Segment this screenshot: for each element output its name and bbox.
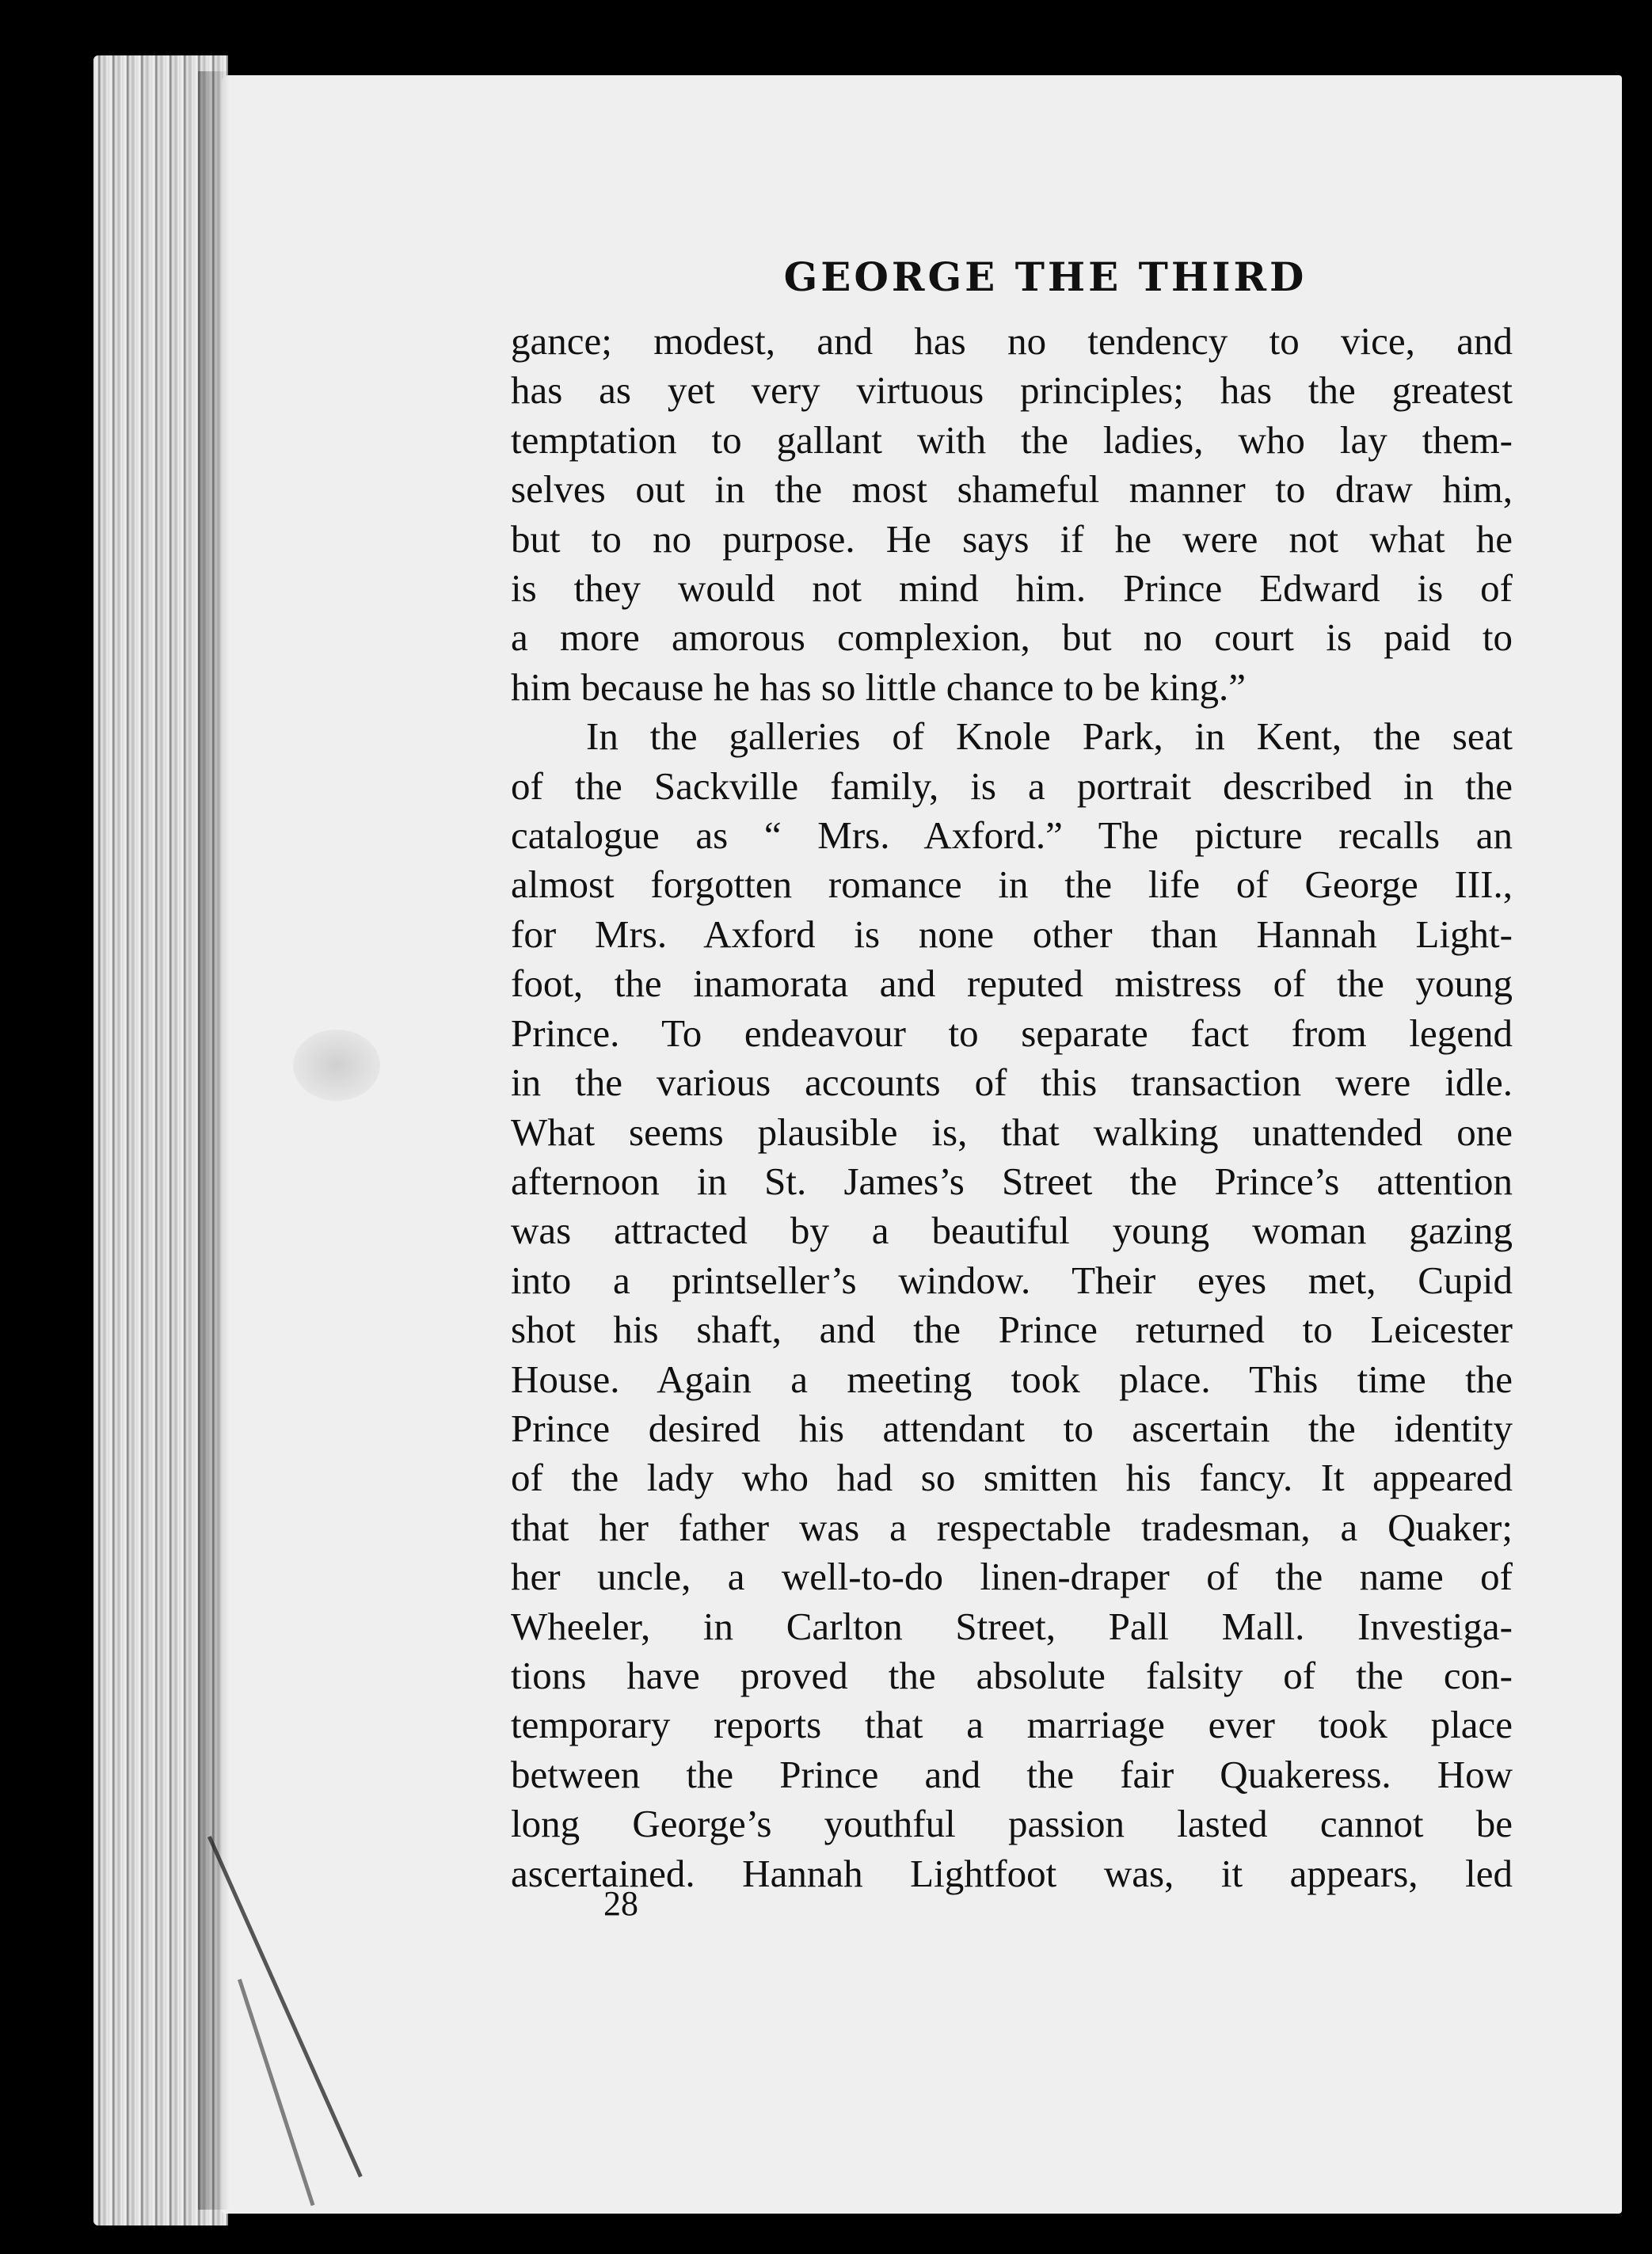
text-line-paragraph-start: In the galleries of Knole Park, in Kent, the seat — [586, 714, 1513, 759]
text-line: selves out in the most shameful manner to draw him, — [511, 467, 1513, 512]
text-line: of the lady who had so smitten his fancy. It appeared — [511, 1456, 1513, 1500]
text-line: but to no purpose. He says if he were not what he — [511, 516, 1513, 561]
text-line: is they would not mind him. Prince Edward is of — [511, 566, 1513, 611]
text-line: long George’s youthful passion lasted cannot be — [511, 1802, 1513, 1846]
text-line: in the various accounts of this transaction were idle. — [511, 1060, 1513, 1105]
text-line: temptation to gallant with the ladies, who lay them- — [511, 417, 1513, 462]
page-number: 28 — [603, 1884, 638, 1923]
body-text — [511, 317, 1513, 1898]
text-line: her uncle, a well-to-do linen-draper of the name of — [511, 1555, 1513, 1599]
text-line: Wheeler, in Carlton Street, Pall Mall. Investiga- — [511, 1604, 1513, 1648]
page-smudge — [293, 1030, 380, 1101]
text-line: tions have proved the absolute falsity of the con- — [511, 1653, 1513, 1697]
text-line: House. Again a meeting took place. This time the — [511, 1357, 1513, 1401]
text-line: has as yet very virtuous principles; has the greatest — [511, 368, 1513, 413]
text-line: almost forgotten romance in the life of George III., — [511, 862, 1513, 907]
text-line: into a printseller’s window. Their eyes met, Cupid — [511, 1258, 1513, 1302]
scan-speck — [580, 119, 584, 123]
text-line: Prince desired his attendant to ascertain the identity — [511, 1406, 1513, 1450]
text-line: temporary reports that a marriage ever took place — [511, 1703, 1513, 1747]
gutter-shadow — [198, 71, 230, 2210]
text-line: that her father was a respectable tradesman, a Quaker; — [511, 1505, 1513, 1549]
text-line: for Mrs. Axford is none other than Hannah Light- — [511, 912, 1513, 956]
text-line: What seems plausible is, that walking unattended one — [511, 1110, 1513, 1154]
text-line: foot, the inamorata and reputed mistress of the young — [511, 961, 1513, 1006]
text-line: a more amorous complexion, but no court is paid to — [511, 615, 1513, 660]
text-line: was attracted by a beautiful young woman gazing — [511, 1209, 1513, 1253]
running-head: GEORGE THE THIRD — [783, 253, 1308, 300]
text-line: shot his shaft, and the Prince returned to Leicester — [511, 1308, 1513, 1352]
text-line: between the Prince and the fair Quakeress. How — [511, 1752, 1513, 1796]
text-line: Prince. To endeavour to separate fact from legend — [511, 1011, 1513, 1055]
text-line: gance; modest, and has no tendency to vice, and — [511, 319, 1513, 363]
text-line: catalogue as “ Mrs. Axford.” The picture recalls an — [511, 813, 1513, 858]
text-line: ascertained. Hannah Lightfoot was, it appears, led — [511, 1851, 1513, 1895]
text-line: of the Sackville family, is a portrait described in the — [511, 763, 1513, 808]
text-line: afternoon in St. James’s Street the Prince’s attention — [511, 1159, 1513, 1203]
text-line: him because he has so little chance to be king.” — [511, 664, 1246, 709]
